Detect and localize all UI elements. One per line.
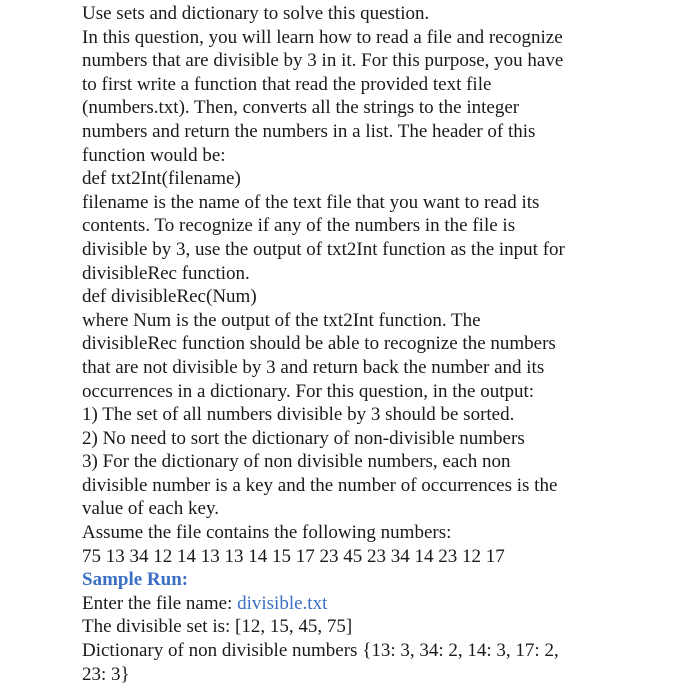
text-line: contents. To recognize if any of the numbers in the file is	[82, 215, 516, 237]
text-line: divisible number is a key and the number of occurrences is the	[82, 474, 558, 496]
text-line: Assume the file contains the following numbers:	[82, 522, 452, 544]
text-line: Use sets and dictionary to solve this question.	[82, 3, 430, 24]
sample-prompt-value: divisible.txt	[237, 592, 328, 614]
text-line: In this question, you will learn how to read a file and recognize	[82, 26, 563, 48]
text-line: numbers that are divisible by 3 in it. For this purpose, you have	[82, 50, 564, 72]
text-line: value of each key.	[82, 498, 219, 520]
text-line: (numbers.txt). Then, converts all the strings to the integer	[82, 97, 520, 119]
code-line: def txt2Int(filename)	[82, 168, 241, 190]
text-line: divisibleRec function.	[82, 262, 250, 284]
text-line: to first write a function that read the provided text file	[82, 73, 492, 95]
list-item: 3) For the dictionary of non divisible numbers, each non	[82, 451, 511, 473]
text-line: filename is the name of the text file that you want to read its	[82, 191, 540, 213]
document-body	[82, 2, 612, 686]
sample-divisible-set: The divisible set is: [12, 15, 45, 75]	[82, 616, 353, 638]
numbers-line: 75 13 34 12 14 13 13 14 15 17 23 45 23 34 14 23 12 17	[82, 545, 505, 567]
text-line: that are not divisible by 3 and return back the number and its	[82, 356, 545, 378]
sample-dict-line: 23: 3}	[82, 663, 130, 685]
code-line: def divisibleRec(Num)	[82, 286, 257, 308]
sample-prompt-label: Enter the file name:	[82, 592, 238, 614]
sample-dict-line: Dictionary of non divisible numbers {13: 3, 34: 2, 14: 3, 17: 2,	[82, 640, 559, 662]
text-line: divisible by 3, use the output of txt2Int function as the input for	[82, 238, 565, 260]
sample-run-heading: Sample Run:	[82, 569, 189, 591]
text-line: function would be:	[82, 144, 226, 166]
sample-prompt-line	[82, 592, 612, 616]
text-line: numbers and return the numbers in a list. The header of this	[82, 120, 536, 142]
text-line: divisibleRec function should be able to recognize the numbers	[82, 333, 556, 355]
text-line: where Num is the output of the txt2Int function. The	[82, 309, 481, 331]
list-item: 1) The set of all numbers divisible by 3 should be sorted.	[82, 404, 515, 426]
list-item: 2) No need to sort the dictionary of non-divisible numbers	[82, 427, 525, 449]
text-line: occurrences in a dictionary. For this question, in the output:	[82, 380, 535, 402]
